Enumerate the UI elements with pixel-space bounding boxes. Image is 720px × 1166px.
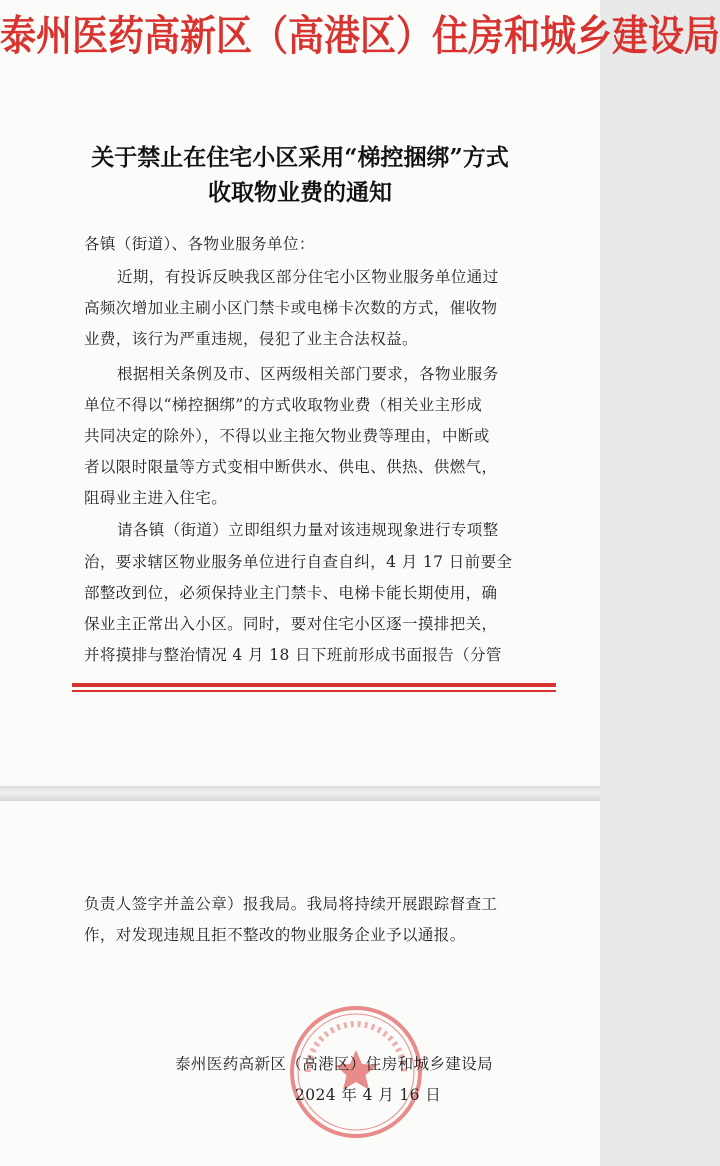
- signature-date: 2024 年 4 月 16 日: [295, 1086, 442, 1104]
- body-line: 共同决定的除外），不得以业主拖欠物业费等理由，中断或: [84, 427, 490, 445]
- footer-rule-thick: [72, 683, 556, 687]
- footer-rule-thin: [72, 690, 556, 692]
- body-line: 阻碍业主进入住宅。: [84, 489, 228, 507]
- body-line: 请各镇（街道）立即组织力量对该违规现象进行专项整: [117, 521, 499, 539]
- body-line: 并将摸排与整治情况 4 月 18 日下班前形成书面报告（分管: [84, 646, 502, 664]
- body-line: 高频次增加业主刷小区门禁卡或电梯卡次数的方式，催收物: [84, 299, 498, 317]
- body-line: 保业主正常出入小区。同时，要对住宅小区逐一摸排把关，: [84, 615, 498, 633]
- body-line: 近期，有投诉反映我区部分住宅小区物业服务单位通过: [117, 268, 499, 286]
- body-line: 单位不得以“梯控捆绑”的方式收取物业费（相关业主形成: [84, 396, 483, 414]
- signature-org: 泰州医药高新区（高港区）住房和城乡建设局: [175, 1055, 494, 1073]
- body-line: 部整改到位，必须保持业主门禁卡、电梯卡能长期使用，确: [84, 584, 498, 602]
- body-line: 根据相关条例及市、区两级相关部门要求，各物业服务: [117, 365, 499, 383]
- body-line: 治，要求辖区物业服务单位进行自查自纠，4 月 17 日前要全: [84, 553, 513, 571]
- letterhead: 泰州医药高新区（高港区）住房和城乡建设局: [0, 12, 720, 61]
- salutation: 各镇（街道）、各物业服务单位：: [84, 235, 315, 253]
- body-line: 作，对发现违规且拒不整改的物业服务企业予以通报。: [84, 926, 466, 944]
- body-line: 负责人签字并盖公章）报我局。我局将持续开展跟踪督查工: [84, 895, 498, 913]
- body-line: 业费，该行为严重违规，侵犯了业主合法权益。: [84, 330, 418, 348]
- notice-title-line-1: 关于禁止在住宅小区采用“梯控捆绑”方式: [91, 144, 509, 171]
- body-line: 者以限时限量等方式变相中断供水、供电、供热、供燃气，: [84, 458, 498, 476]
- page-separator: [0, 786, 600, 801]
- notice-title-line-2: 收取物业费的通知: [208, 179, 392, 206]
